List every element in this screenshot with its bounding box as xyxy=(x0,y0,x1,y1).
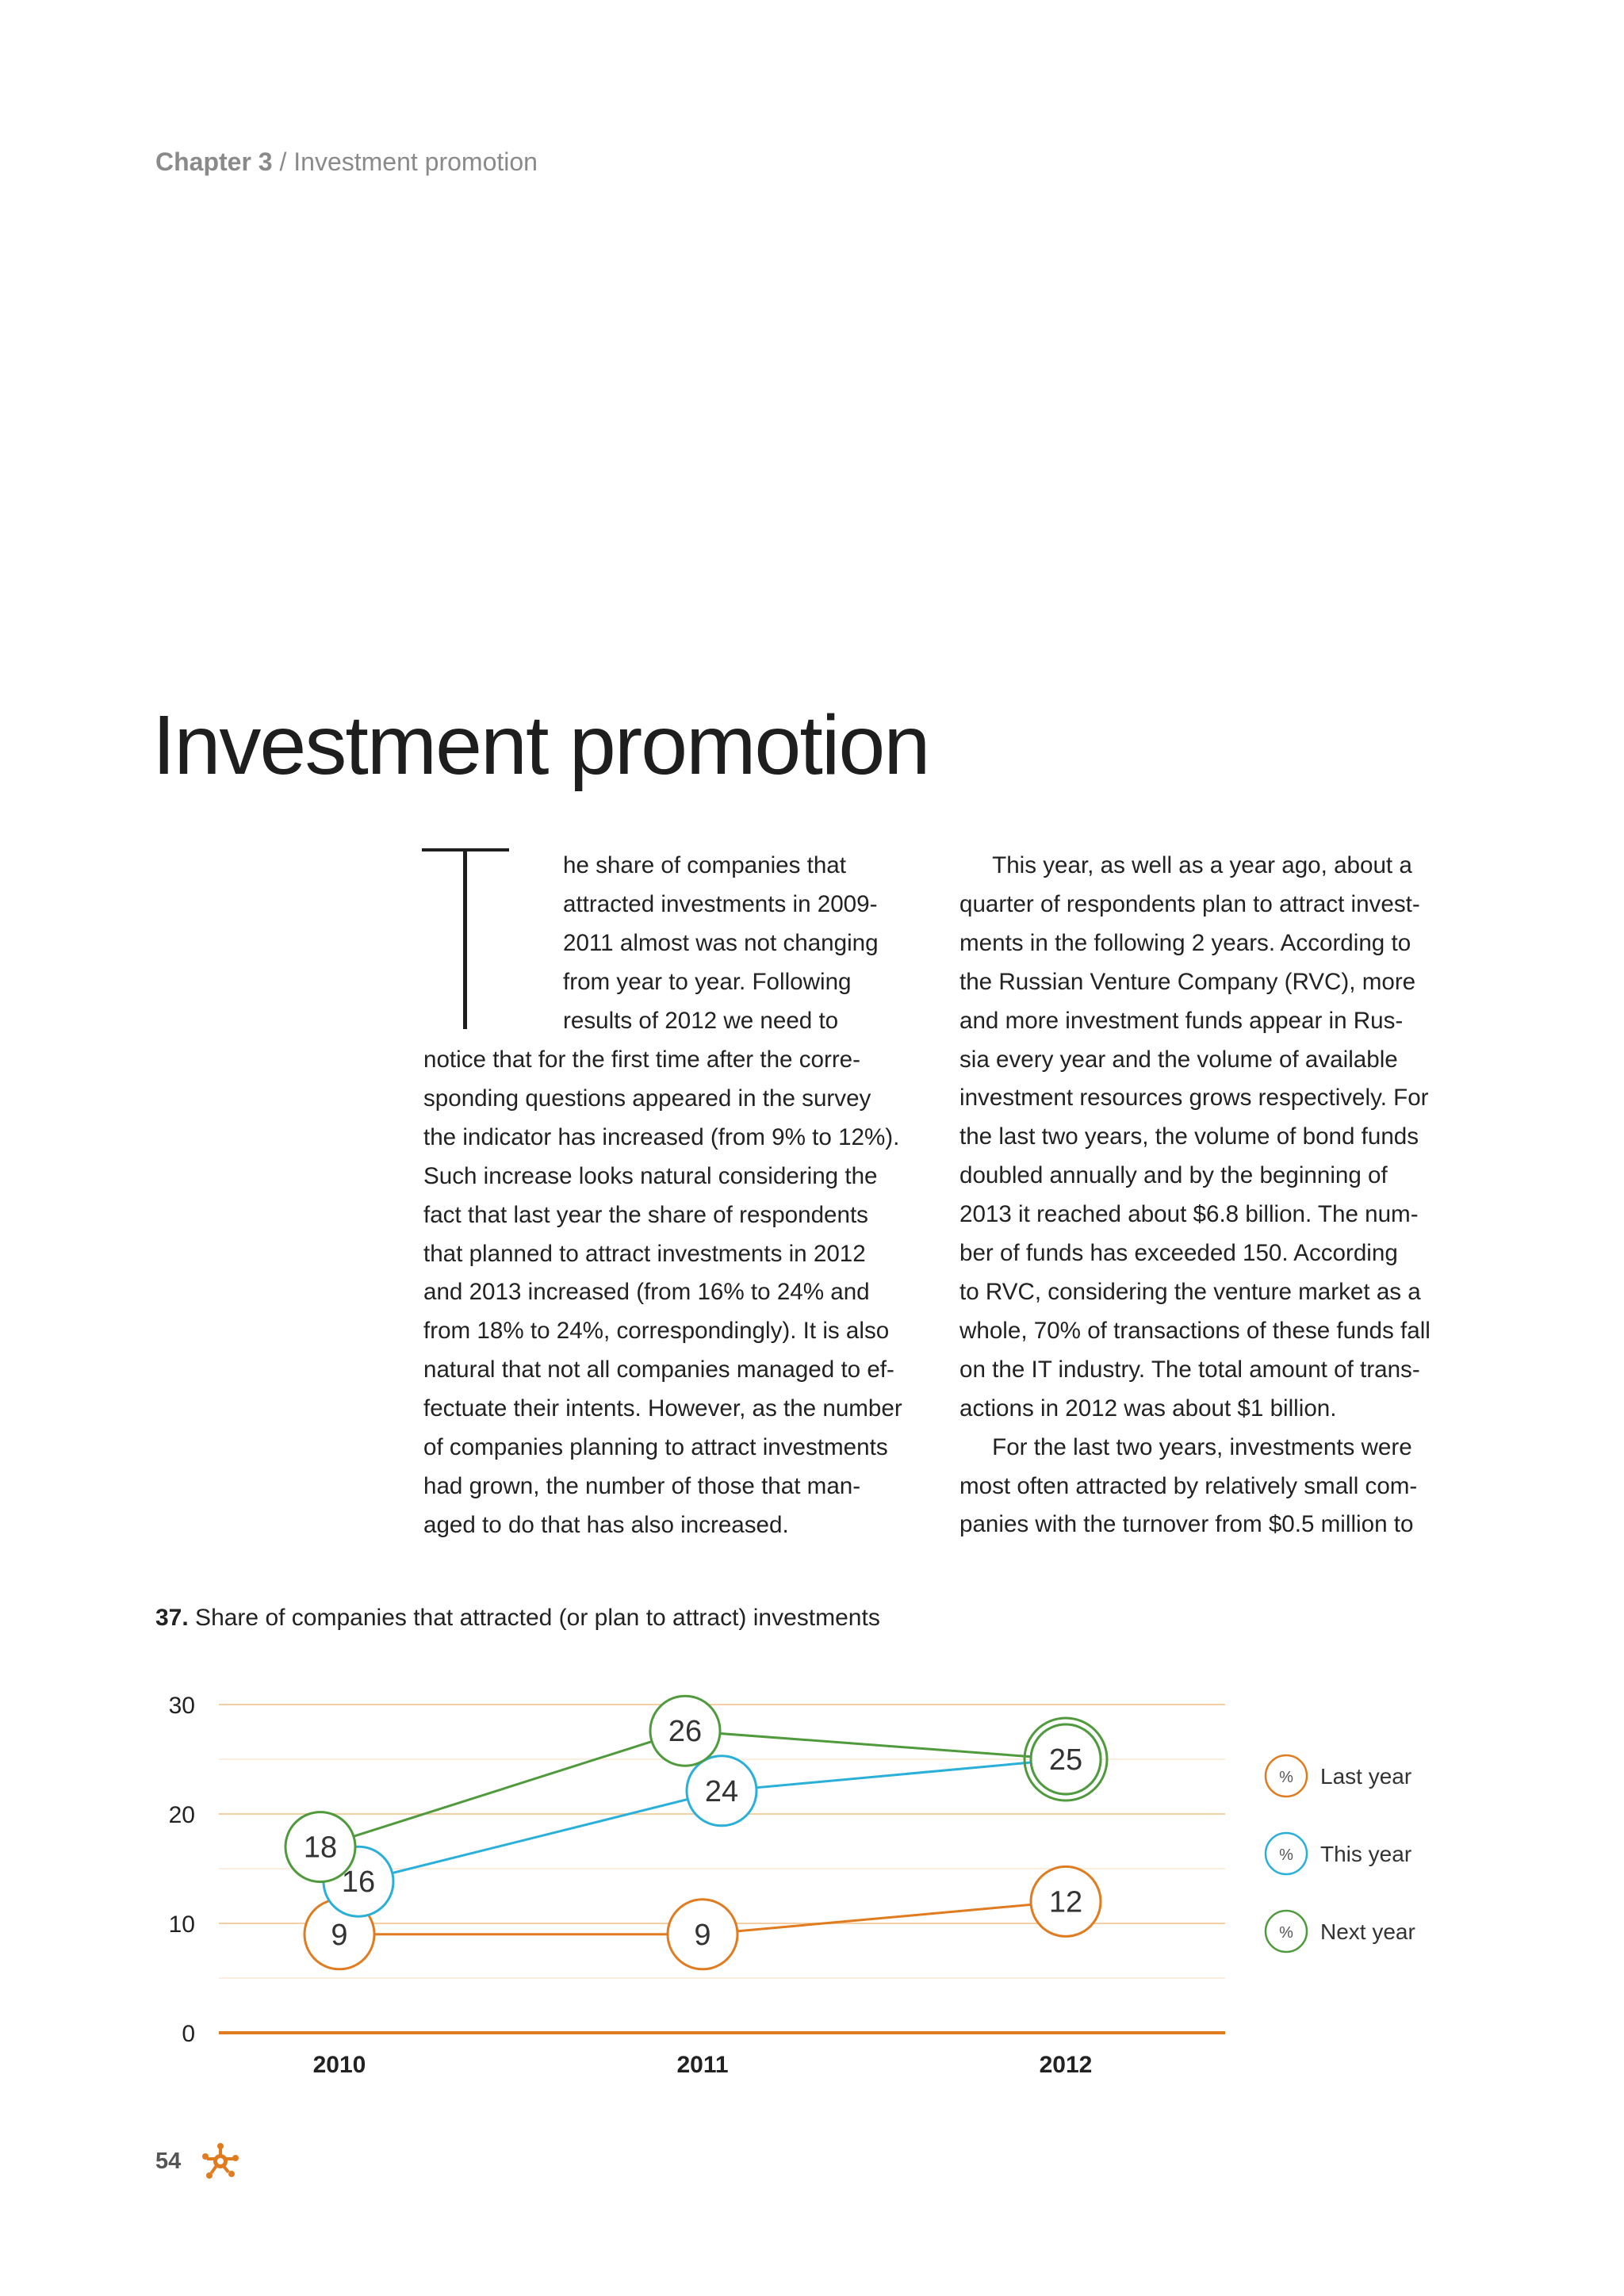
body-text-line: to RVC, considering the venture market as a xyxy=(959,1278,1421,1305)
legend-symbol: % xyxy=(1279,1846,1293,1864)
body-text-line: the indicator has increased (from 9% to 12%). xyxy=(423,1123,900,1150)
body-text-line: he share of companies that xyxy=(563,852,846,878)
page-number: 54 xyxy=(155,2149,182,2174)
body-text-line: and 2013 increased (from 16% to 24% and xyxy=(423,1279,870,1306)
body-text-line: of companies planning to attract investments xyxy=(423,1434,888,1461)
body-column-2 xyxy=(959,847,1431,1544)
data-label: 9 xyxy=(331,1918,348,1952)
y-tick-label: 0 xyxy=(182,2021,195,2047)
legend-symbol: % xyxy=(1279,1769,1293,1786)
body-text-line: and more investment funds appear in Rus- xyxy=(959,1007,1404,1034)
figure-number: 37. xyxy=(155,1605,189,1631)
data-label: 9 xyxy=(694,1918,711,1952)
body-column-1-top xyxy=(563,847,879,1041)
x-tick-label: 2012 xyxy=(1039,2052,1093,2078)
data-label: 16 xyxy=(341,1866,376,1900)
body-text-line: For the last two years, investments were xyxy=(959,1433,1412,1460)
body-text-line: most often attracted by relatively small com- xyxy=(959,1472,1418,1499)
body-text-line: the last two years, the volume of bond funds xyxy=(959,1123,1419,1150)
x-tick-label: 2010 xyxy=(312,2052,366,2078)
body-text-line: Such increase looks natural considering the xyxy=(423,1162,878,1189)
y-tick-label: 10 xyxy=(168,1911,195,1938)
body-text-line: whole, 70% of transactions of these funds fall xyxy=(959,1317,1431,1344)
body-text-line: quarter of respondents plan to attract invest- xyxy=(959,890,1420,917)
body-text-line: ber of funds has exceeded 150. According xyxy=(959,1240,1398,1267)
chapter-label: Chapter 3 xyxy=(155,147,273,176)
body-text-line: notice that for the first time after the corre- xyxy=(423,1047,860,1073)
legend-label: Next year xyxy=(1320,1919,1415,1944)
legend-label: This year xyxy=(1320,1842,1412,1866)
body-column-1-bottom xyxy=(423,1041,902,1545)
body-text-line: This year, as well as a year ago, about a xyxy=(959,852,1412,878)
body-text-line: fact that last year the share of respondents xyxy=(423,1201,868,1228)
y-tick-label: 30 xyxy=(168,1693,195,1719)
data-label: 25 xyxy=(1048,1743,1083,1777)
body-text-line: that planned to attract investments in 2012 xyxy=(423,1240,866,1267)
body-text-line: the Russian Venture Company (RVC), more xyxy=(959,968,1416,995)
body-text-line: had grown, the number of those that man- xyxy=(423,1472,861,1499)
body-text-line: ments in the following 2 years. According to xyxy=(959,929,1411,956)
legend-symbol: % xyxy=(1279,1924,1293,1942)
figure-caption xyxy=(155,1605,880,1632)
body-text-line: 2011 almost was not changing xyxy=(563,929,879,956)
running-header xyxy=(155,147,538,177)
body-text-line: natural that not all companies managed to ef- xyxy=(423,1357,894,1383)
drop-cap-t xyxy=(422,844,509,1034)
body-text-line: from year to year. Following xyxy=(563,968,852,995)
data-label: 26 xyxy=(668,1715,703,1749)
body-text-line: sponding questions appeared in the survey xyxy=(423,1085,871,1112)
logo-splash-icon xyxy=(201,2142,239,2180)
body-text-line: from 18% to 24%, correspondingly). It is also xyxy=(423,1318,890,1345)
body-text-line: attracted investments in 2009- xyxy=(563,890,878,917)
body-text-line: on the IT industry. The total amount of trans- xyxy=(959,1356,1420,1383)
body-text-line: aged to do that has also increased. xyxy=(423,1511,789,1538)
data-label: 24 xyxy=(704,1774,739,1808)
body-text-line: 2013 it reached about $6.8 billion. The num- xyxy=(959,1201,1419,1228)
body-text-line: actions in 2012 was about $1 billion. xyxy=(959,1395,1337,1422)
body-text-line: results of 2012 we need to xyxy=(563,1007,839,1034)
body-text-line: investment resources grows respectively. For xyxy=(959,1085,1429,1112)
x-tick-label: 2011 xyxy=(676,2052,729,2078)
body-text-line: panies with the turnover from $0.5 million to xyxy=(959,1511,1414,1538)
line-chart xyxy=(0,1665,1624,2109)
body-text-line: sia every year and the volume of available xyxy=(959,1046,1398,1073)
data-label: 12 xyxy=(1048,1885,1083,1919)
body-text-line: doubled annually and by the beginning of xyxy=(959,1162,1388,1189)
y-tick-label: 20 xyxy=(168,1802,195,1828)
header-separator: / xyxy=(272,147,294,176)
data-label: 18 xyxy=(303,1831,338,1865)
legend-label: Last year xyxy=(1320,1764,1412,1789)
page-title: Investment promotion xyxy=(152,698,929,792)
figure-caption-text: Share of companies that attracted (or plan to attract) investments xyxy=(188,1605,880,1631)
body-text-line: fectuate their intents. However, as the number xyxy=(423,1395,902,1422)
section-label: Investment promotion xyxy=(293,147,538,176)
